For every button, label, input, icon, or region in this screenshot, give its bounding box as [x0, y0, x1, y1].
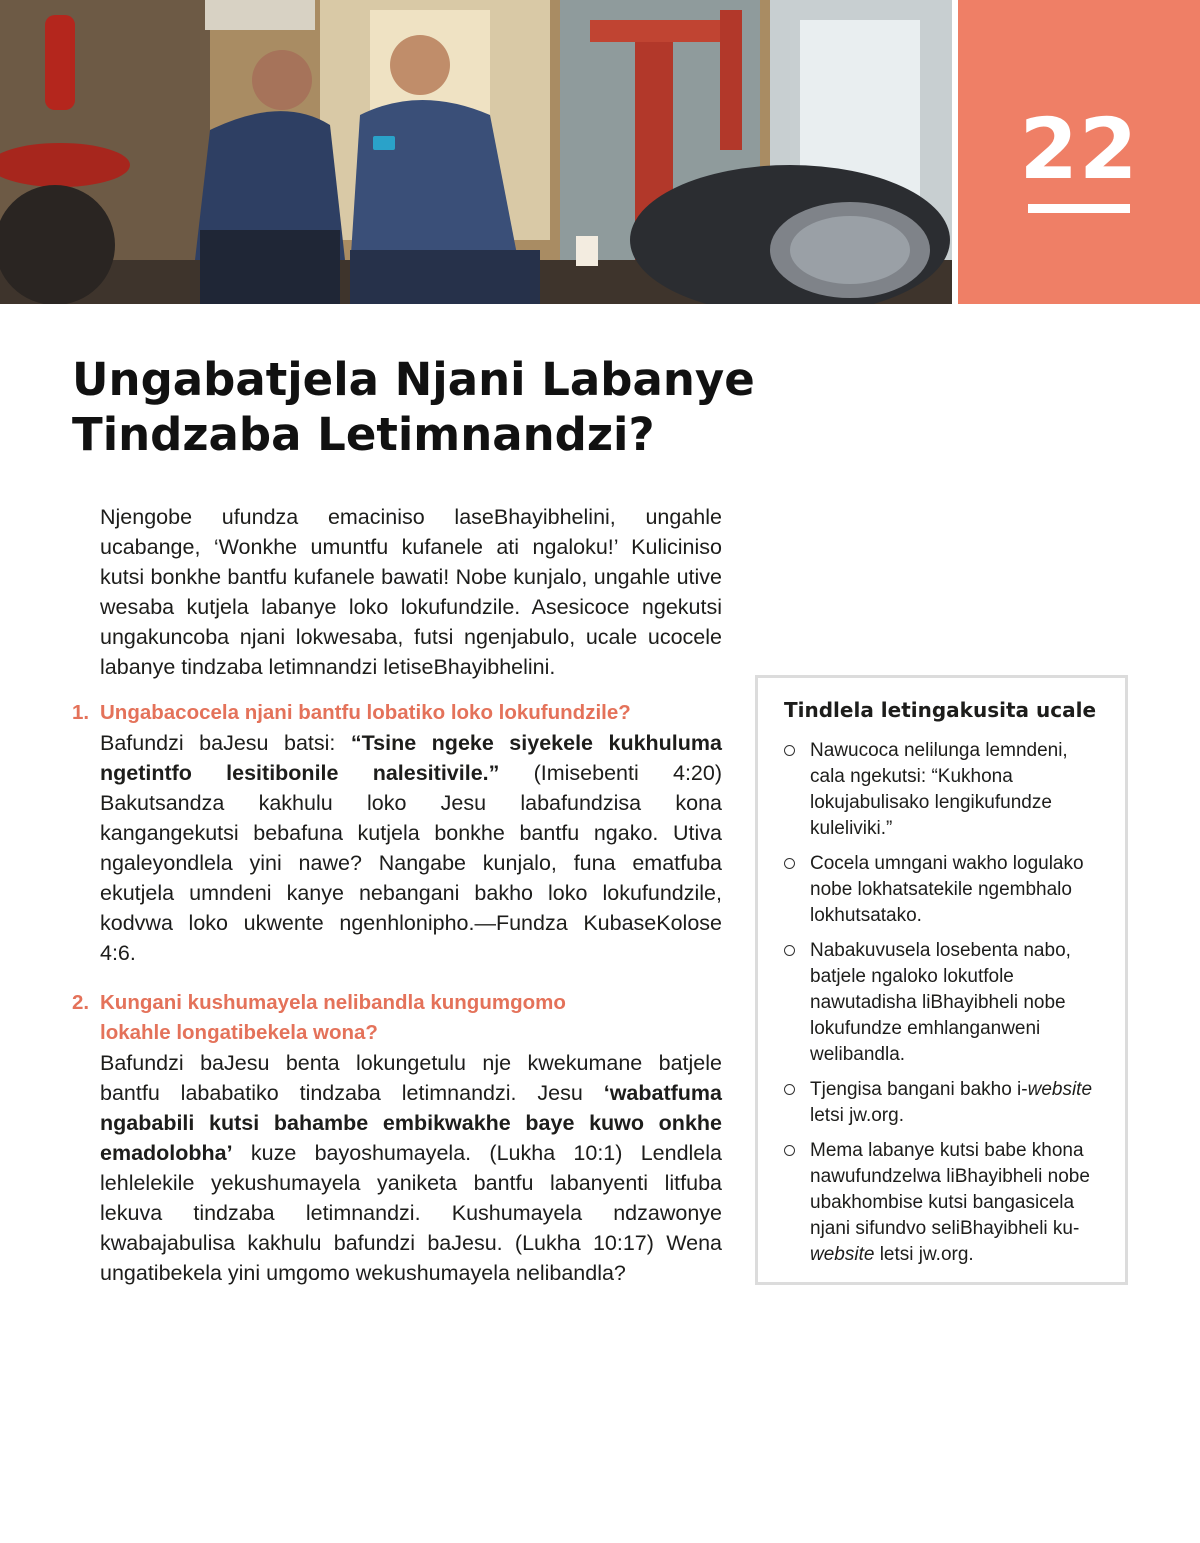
section-1-paragraph — [100, 728, 722, 968]
tips-box-title: Tindlela letingakusita ucale — [784, 698, 1097, 722]
tip-item-text: Cocela umngani wakho logulako nobe lokhatsatekile ngembhalo lokhutsatako. — [810, 853, 1084, 926]
question-1-number: 1. — [72, 701, 90, 724]
section-1-text-start: Bafundzi baJesu batsi: — [100, 731, 351, 755]
section-2-text-start: Bafundzi baJesu benta lokungetulu nje kwekumane batjele bantfu lababatiko tindzaba letimnandzi. Jesu — [100, 1051, 722, 1105]
page-title — [72, 352, 772, 462]
header-photo — [0, 0, 952, 304]
tip-item — [784, 738, 1101, 842]
tip-item-text: Nabakuvusela losebenta nabo, batjele ngaloko lokutfole nawutadisha liBhayibheli nobe lokufundze emhlanganweni welibandla. — [810, 940, 1071, 1065]
question-2-line-2: lokahle longatibekela wona? — [100, 1021, 378, 1044]
tip-item-text-italic: website — [1027, 1079, 1093, 1100]
main-column — [72, 502, 722, 1288]
page-title-line-1: Ungabatjela Njani Labanye — [72, 353, 755, 406]
page-title-line-2: Tindzaba Letimnandzi? — [72, 408, 655, 461]
tip-item — [784, 1077, 1101, 1129]
bullet-icon — [784, 858, 795, 869]
question-2-number: 2. — [72, 991, 90, 1014]
section-1-text-end: (Imisebenti 4:20) Bakutsandza kakhulu loko Jesu labafundzisa kona kangangekutsi bebafuna kutjela bonkhe bantfu ngako. Utiva ngaleyondlela yini nawe? Nangabe kunjalo, funa ematfuba ekutjela umndeni kanye nebangani bakho loko lokufundzile, kodvwa loko ukwente ngenhlonipho.—Fundza KubaseKolose 4:6. — [100, 761, 722, 965]
question-2-line-1: Kungani kushumayela nelibandla kungumgomo — [100, 991, 566, 1014]
tip-item-text-end: letsi jw.org. — [810, 1105, 904, 1126]
lesson-number: 22 — [1019, 100, 1139, 198]
tips-list — [784, 738, 1101, 1268]
bullet-icon — [784, 745, 795, 756]
tip-item-text-start: Tjengisa bangani bakho i- — [810, 1079, 1028, 1100]
tip-item — [784, 938, 1101, 1068]
question-2 — [72, 988, 722, 1048]
section-2-text-end: kuze bayoshumayela. (Lukha 10:1) Lendlela lehlelekile yekushumayela yaniketa bantfu labanyenti litfuba lekuva tindzaba letimnandzi. Kushumayela ndzawonye kwabajabulisa kakhulu bafundzi baJesu. (Lukha 10:17) Wena ungatibekela yini umgomo wekushumayela nelibandla? — [100, 1141, 722, 1285]
tip-item — [784, 1138, 1101, 1268]
tip-item-text-italic: website — [810, 1244, 875, 1265]
section-2-quote: ‘wabatfuma ngababili kutsi bahambe embikwakhe baye kuwo onkhe emadolobha’ — [100, 1081, 722, 1165]
question-1 — [72, 698, 722, 728]
tip-item-text: Nawucoca nelilunga lemndeni, cala ngekutsi: “Kukhona lokujabulisako lengikufundze kuleliviki.” — [810, 740, 1068, 839]
bullet-icon — [784, 945, 795, 956]
question-1-text: Ungabacocela njani bantfu lobatiko loko lokufundzile? — [100, 701, 631, 724]
bullet-icon — [784, 1084, 795, 1095]
question-2-text — [100, 988, 566, 1048]
tip-item — [784, 851, 1101, 929]
tips-box — [755, 675, 1128, 1285]
intro-paragraph: Njengobe ufundza emaciniso laseBhayibhelini, ungahle ucabange, ‘Wonkhe umuntfu kufanele ati ngaloku!’ Kuliciniso kutsi bonkhe bantfu kufanele bawati! Nobe kunjalo, ungahle utive wesaba kutjela labanye loko lokufundzile. Asesicoce ngekutsi ungakuncoba njani lokwesaba, futsi ngenjabulo, ucale ucocele labanye tindzaba letimnandzi letiseBhayibhelini. — [100, 505, 722, 679]
lesson-number-underline — [1028, 204, 1130, 213]
section-1-quote: “Tsine ngeke siyekele kukhuluma ngetintfo lesitibonile nalesitivile.” — [100, 731, 722, 785]
lesson-number-panel — [958, 0, 1200, 304]
tip-item-text-end: letsi jw.org. — [874, 1244, 974, 1265]
section-2-paragraph — [100, 1048, 722, 1288]
bullet-icon — [784, 1145, 795, 1156]
tip-item-text-start: Mema labanye kutsi babe khona nawufundzelwa liBhayibheli nobe ubakhombise kutsi bangasicela njani sifundvo seliBhayibheli ku- — [810, 1140, 1090, 1239]
